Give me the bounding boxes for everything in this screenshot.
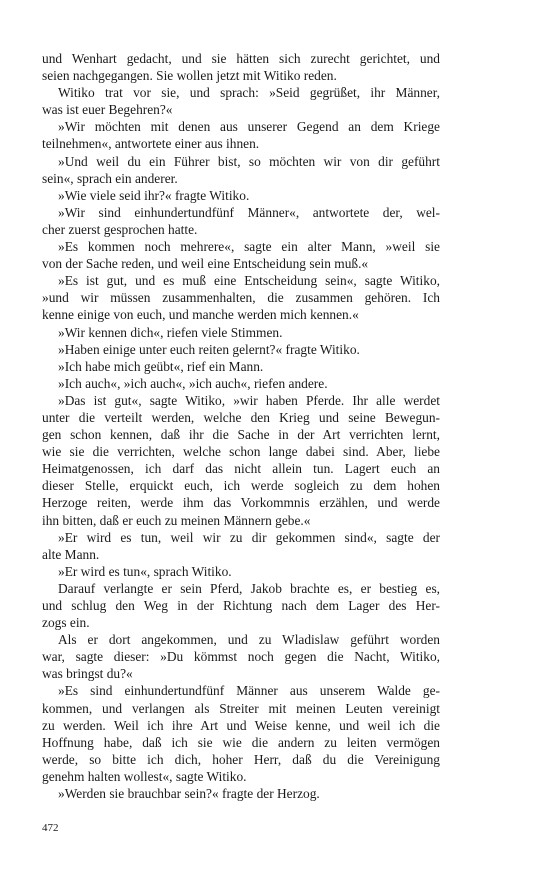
text-line: gen schon kennen, daß ihr die Sache in der Art verrichten lernt,	[42, 427, 440, 443]
text-line: »Er wird es tun«, sprach Witiko.	[58, 563, 232, 579]
text-line: war, sagte dieser: »Du kömmst noch gegen die Nacht, Witiko,	[42, 649, 440, 665]
text-line: »Das ist gut«, sagte Witiko, »wir haben Pferde. Ihr alle werdet	[58, 392, 440, 408]
text-line: »Haben einige unter euch reiten gelernt?« fragte Witiko.	[58, 341, 360, 357]
text-line: Heimatgenossen, ich darf das nicht allein tun. Lagert euch an	[42, 461, 440, 477]
text-line: »Es ist gut, und es muß eine Entscheidung sein«, sagte Witiko,	[58, 273, 440, 289]
text-line: »Werden sie brauchbar sein?« fragte der Herzog.	[58, 786, 320, 802]
text-line: unter die verteilt werden, welche den Krieg und seine Bewegun-	[42, 409, 440, 425]
text-line: kenne einige von euch, und manche werden mich kennen.«	[42, 307, 359, 323]
text-line: genehm halten wollest«, sagte Witiko.	[42, 768, 247, 784]
text-block	[42, 50, 440, 802]
text-line: »Und weil du ein Führer bist, so möchten wir von dir geführt	[58, 153, 440, 169]
text-line: »Wir möchten mit denen aus unserer Gegend an dem Kriege	[58, 119, 440, 135]
text-line: »Es sind einhundertundfünf Männer aus unserem Walde ge-	[58, 683, 440, 699]
text-line: und schlug den Weg in der Richtung nach dem Lager des Her-	[42, 598, 440, 613]
text-line: alte Mann.	[42, 546, 100, 562]
text-line: seien nachgegangen. Sie wollen jetzt mit Witiko reden.	[42, 68, 337, 84]
text-line: »Ich habe mich geübt«, rief ein Mann.	[58, 358, 264, 374]
page-number: 472	[42, 822, 59, 834]
text-line: sein«, sprach ein anderer.	[42, 170, 178, 186]
text-line: Herzoge reiten, werde ihm das Vorkommnis erzählen, und werde	[42, 495, 440, 511]
text-line: Hoffnung habe, daß ich sie wie die andern zu leiten vermögen	[42, 734, 440, 750]
text-line: von der Sache reden, und weil eine Entscheidung sein muß.«	[42, 256, 369, 272]
text-line: was bringst du?«	[42, 666, 133, 682]
text-line: »Es kommen noch mehrere«, sagte ein alter Mann, »weil sie	[58, 239, 440, 255]
text-line: und Wenhart gedacht, und sie hätten sich zurecht gerichtet, und	[42, 51, 440, 66]
text-line: teilnehmen«, antwortete einer aus ihnen.	[42, 136, 260, 152]
text-line: cher zuerst gesprochen hatte.	[42, 221, 198, 237]
text-line: zogs ein.	[42, 615, 90, 631]
text-line: »Wir kennen dich«, riefen viele Stimmen.	[58, 324, 283, 340]
text-line: ihn bitten, daß er euch zu meinen Männern gebe.«	[42, 512, 311, 528]
text-line: dieser Stelle, erquickt euch, ich werde sogleich zu dem hohen	[42, 478, 440, 494]
text-line: zu werden. Weil ich ihre Art und Weise kenne, und weil ich die	[42, 717, 440, 733]
text-line: kommen, und verlangen als Streiter mit meinen Leuten vereinigt	[42, 700, 440, 716]
text-line: was ist euer Begehren?«	[42, 102, 173, 118]
text-line: »und wir müssen zusammenhalten, die zusammen gehören. Ich	[42, 290, 440, 306]
text-line: werde, so bitte ich dich, hoher Herr, daß du die Vereinigung	[42, 751, 440, 767]
text-line: Als er dort angekommen, und zu Wladislaw geführt worden	[58, 632, 440, 648]
text-line: Darauf verlangte er sein Pferd, Jakob brachte es, er bestieg es,	[58, 580, 440, 596]
text-line: »Er wird es tun, weil wir zu dir gekommen sind«, sagte der	[58, 529, 440, 545]
text-line: »Wir sind einhundertundfünf Männer«, antwortete der, wel-	[58, 204, 440, 220]
text-line: »Ich auch«, »ich auch«, »ich auch«, riefen andere.	[58, 375, 328, 391]
text-line: wie sie die verrichten, welche schon lange dabei sind. Aber, liebe	[42, 444, 440, 460]
text-line: »Wie viele seid ihr?« fragte Witiko.	[58, 187, 250, 203]
text-line: Witiko trat vor sie, und sprach: »Seid gegrüßet, ihr Männer,	[58, 85, 440, 101]
